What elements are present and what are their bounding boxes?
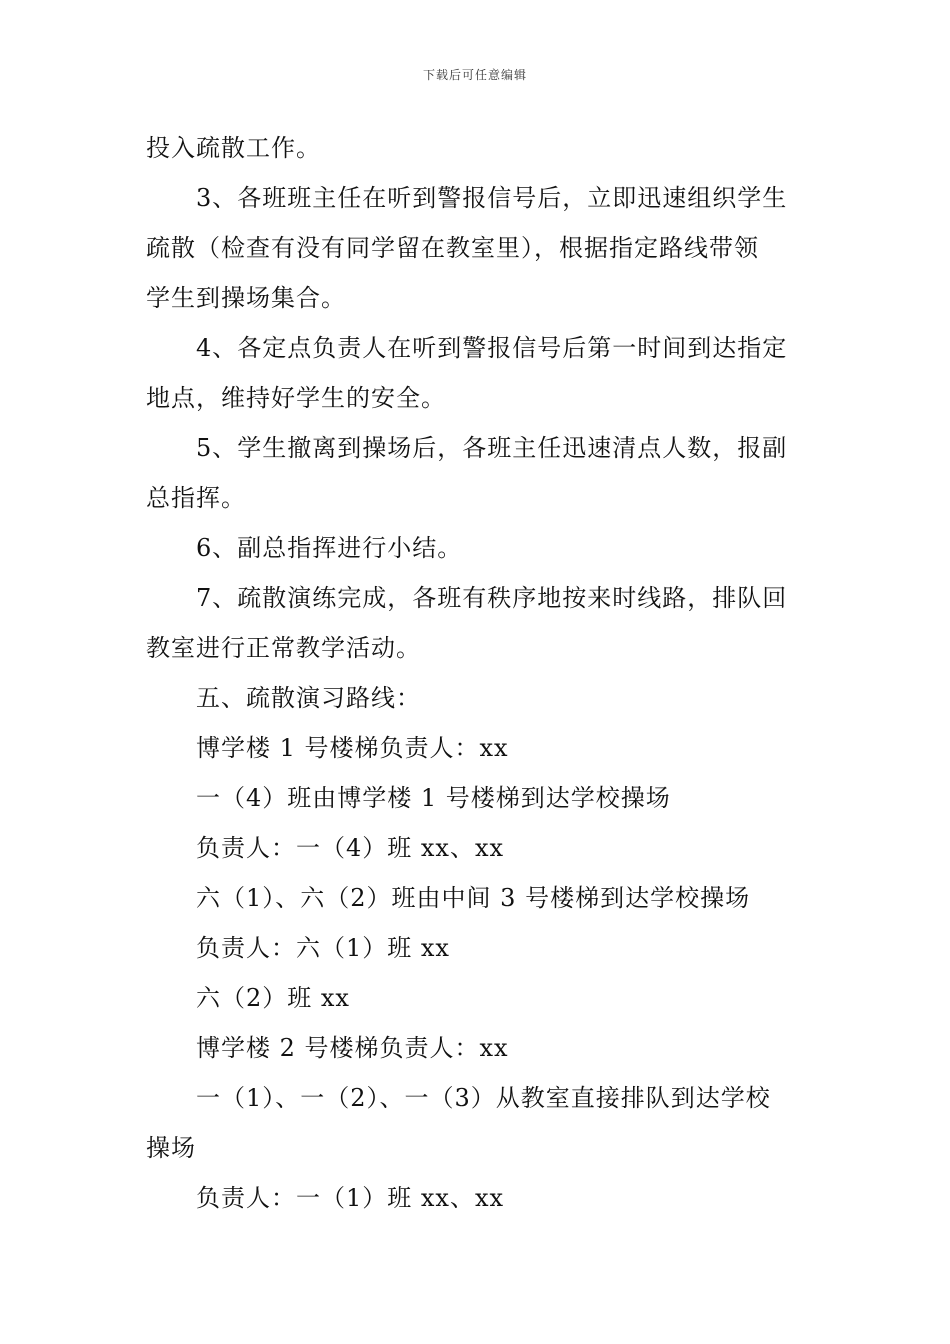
text-line: 六（1）、六（2）班由中间 3 号楼梯到达学校操场 [196,884,751,912]
text-line: 7、疏散演练完成，各班有秩序地按来时线路，排队回 [196,584,788,612]
text-line: 五、疏散演习路线： [196,684,421,712]
text-line: 投入疏散工作。 [146,134,321,162]
text-line: 博学楼 1 号楼梯负责人：xx [196,734,509,762]
text-line: 负责人：六（1）班 xx [196,934,450,962]
text-line: 一（1）、一（2）、一（3）从教室直接排队到达学校 [196,1084,771,1112]
text-line: 博学楼 2 号楼梯负责人：xx [196,1034,509,1062]
text-line: 地点，维持好学生的安全。 [146,384,446,412]
text-line: 5、学生撤离到操场后，各班主任迅速清点人数，报副 [196,434,788,462]
text-line: 负责人：一（1）班 xx、xx [196,1184,505,1212]
text-line: 学生到操场集合。 [146,284,346,312]
text-line: 4、各定点负责人在听到警报信号后第一时间到达指定 [196,334,788,362]
text-line: 3、各班班主任在听到警报信号后，立即迅速组织学生 [196,184,788,212]
text-line: 教室进行正常教学活动。 [146,634,421,662]
page-header: 下载后可任意编辑 [422,68,527,82]
document-body [146,123,810,1223]
text-line: 一（4）班由博学楼 1 号楼梯到达学校操场 [196,784,671,812]
text-line: 6、副总指挥进行小结。 [196,534,463,562]
text-line: 操场 [146,1134,196,1162]
text-line: 疏散（检查有没有同学留在教室里），根据指定路线带领 [146,234,759,262]
text-line: 负责人：一（4）班 xx、xx [196,834,505,862]
text-line: 总指挥。 [146,484,246,512]
text-line: 六（2）班 xx [196,984,350,1012]
